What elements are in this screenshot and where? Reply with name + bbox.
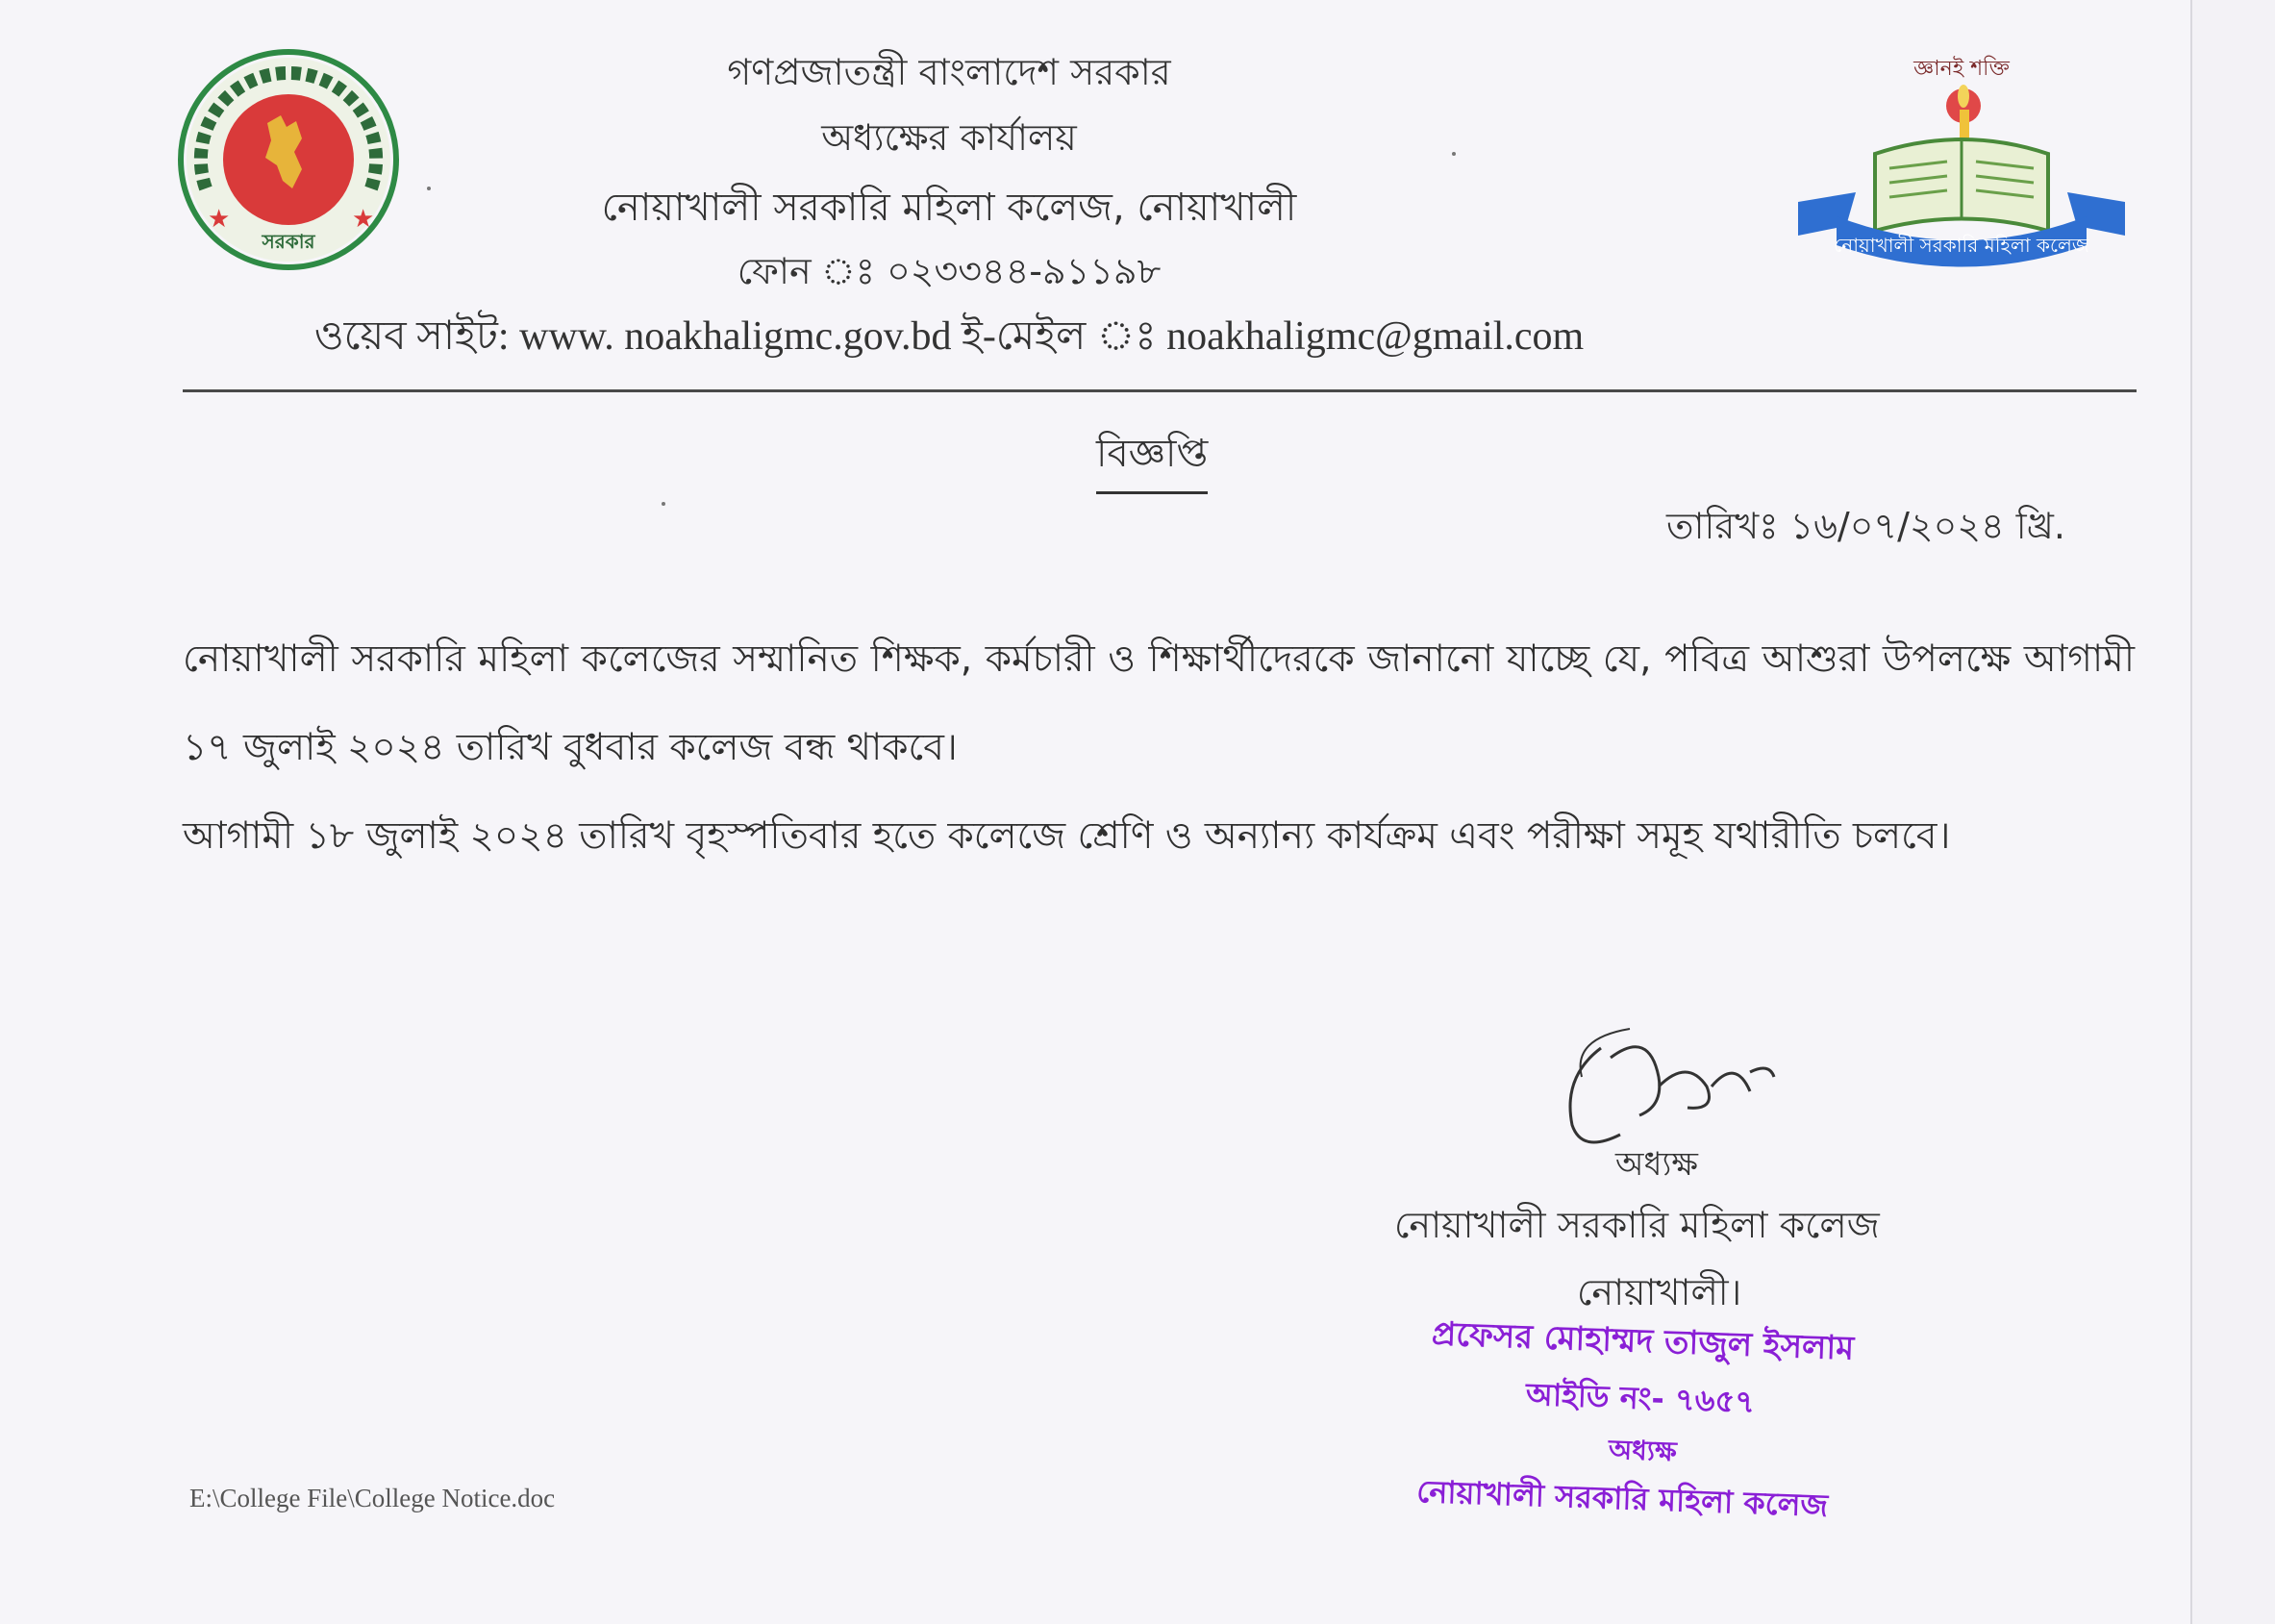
svg-text:জ্ঞানই শক্তি: জ্ঞানই শক্তি xyxy=(1913,57,2010,81)
scan-speck xyxy=(1452,152,1456,156)
svg-text:★: ★ xyxy=(208,205,231,234)
principal-stamp xyxy=(1387,1308,1893,1537)
stamp-college: নোয়াখালী সরকারি মহিলা কলেজ xyxy=(1415,1472,1829,1524)
letterhead-government: গণপ্রজাতন্ত্রী বাংলাদেশ সরকার xyxy=(727,51,1171,93)
letterhead-office: অধ্যক্ষের কার্যালয় xyxy=(821,116,1077,159)
notice-paragraph: আগামী ১৮ জুলাই ২০২৪ তারিখ বৃহস্পতিবার হতে কলেজে শ্রেণি ও অন্যান্য কার্যক্রম এবং পরীক্ষা সমূহ যথারীতি চলবে। xyxy=(183,814,1951,858)
stamp-id: আইডি নং- ৭৬৫৭ xyxy=(1525,1375,1756,1421)
stamp-title: অধ্যক্ষ xyxy=(1608,1433,1678,1468)
file-path: E:\College File\College Notice.doc xyxy=(189,1484,556,1512)
svg-text:সরকার: সরকার xyxy=(262,230,315,253)
header-divider xyxy=(183,389,2137,392)
scan-speck xyxy=(427,187,431,190)
page-edge xyxy=(2190,0,2192,1624)
svg-text:★: ★ xyxy=(352,205,375,234)
letterhead-college: নোয়াখালী সরকারি মহিলা কলেজ, নোয়াখালী xyxy=(601,186,1297,230)
letterhead-phone: ফোন ঃ ০২৩৩৪৪-৯১১৯৮ xyxy=(737,250,1162,292)
scan-speck xyxy=(662,502,665,506)
stamp-name: প্রফেসর মোহাম্মদ তাজুল ইসলাম xyxy=(1431,1314,1855,1368)
signatory-title: অধ্যক্ষ xyxy=(1615,1145,1698,1184)
signatory-place: নোয়াখালী। xyxy=(1577,1271,1742,1313)
notice-date: তারিখঃ ১৬/০৭/২০২৪ খ্রি. xyxy=(1665,505,2065,547)
notice-paragraph: নোয়াখালী সরকারি মহিলা কলেজের সম্মানিত শিক্ষক, কর্মচারী ও শিক্ষার্থীদেরকে জানানো যাচ্ছে যে, পবিত্র আশুরা উপলক্ষে আগামী ১৭ জুলাই ২০২৪ তারিখ বুধবার কলেজ বন্ধ থাকবে। xyxy=(183,637,2135,769)
notice-title: বিজ্ঞপ্তি xyxy=(1096,423,1208,494)
signatory-college: নোয়াখালী সরকারি মহিলা কলেজ xyxy=(1394,1204,1880,1246)
letterhead-web-email: ওয়েব সাইট: www. noakhaligmc.gov.bd ই-মেইল ঃ noakhaligmc@gmail.com xyxy=(313,314,1585,359)
svg-text:নোয়াখালী সরকারি মহিলা কলেজ: নোয়াখালী সরকারি মহিলা কলেজ xyxy=(1834,234,2089,257)
notice-body xyxy=(183,615,2135,881)
